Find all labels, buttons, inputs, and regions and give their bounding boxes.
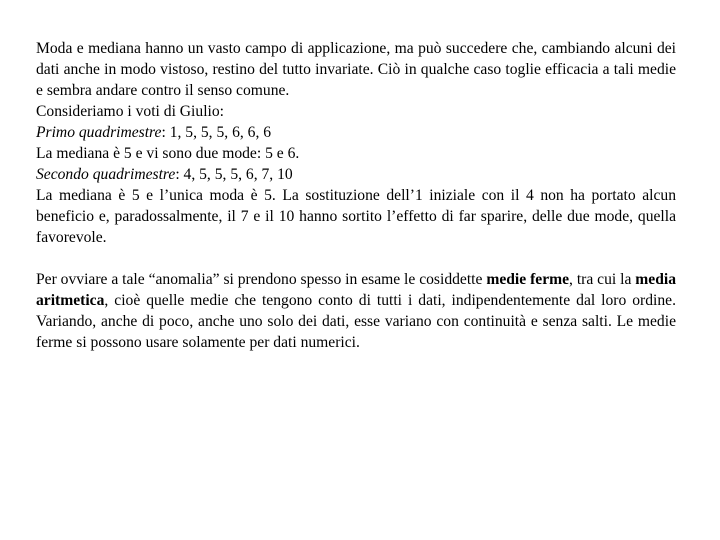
first-term-values: : 1, 5, 5, 5, 6, 6, 6 [161,124,272,141]
votes-intro-line: Consideriamo i voti di Giulio: [36,103,224,120]
first-term-result: La mediana è 5 e vi sono due mode: 5 e 6. [36,145,300,162]
second-term-values: : 4, 5, 5, 5, 6, 7, 10 [175,166,293,183]
intro-paragraph: Moda e mediana hanno un vasto campo di applicazione, ma può succedere che, cambiando alcuni dei dati anche in modo vistoso, restino del tutto invariate. Ciò in qualche caso toglie efficacia a tali medie e sembra andare contro il senso comune. [36,40,676,99]
second-term-label: Secondo quadrimestre [36,166,176,183]
first-term-label: Primo quadrimestre [36,124,162,141]
text-body [36,38,676,353]
term-media-aritmetica: media aritmetica [36,271,676,309]
paragraph2-part2: , tra cui la [569,271,636,288]
conclusion-paragraph: La mediana è 5 e l’unica moda è 5. La sostituzione dell’1 iniziale con il 4 non ha portato alcun beneficio e, paradossalmente, il 7 e il 10 hanno sortito l’effetto di far sparire, delle due mode, quella favorevole. [36,187,676,246]
first-term-line [36,122,676,143]
second-term-line [36,164,676,185]
medie-ferme-paragraph [36,269,676,353]
paragraph-spacer [36,248,676,269]
paragraph2-part3: , cioè quelle medie che tengono conto di tutti i dati, indipendentemente dal loro ordine. Variando, anche di poco, anche uno solo dei dati, esse variano con continuità e senza salti. Le medie ferme si possono usare solamente per dati numerici. [36,292,676,351]
term-medie-ferme: medie ferme [486,271,570,288]
paragraph2-part1: Per ovviare a tale “anomalia” si prendono spesso in esame le cosiddette [36,271,487,288]
